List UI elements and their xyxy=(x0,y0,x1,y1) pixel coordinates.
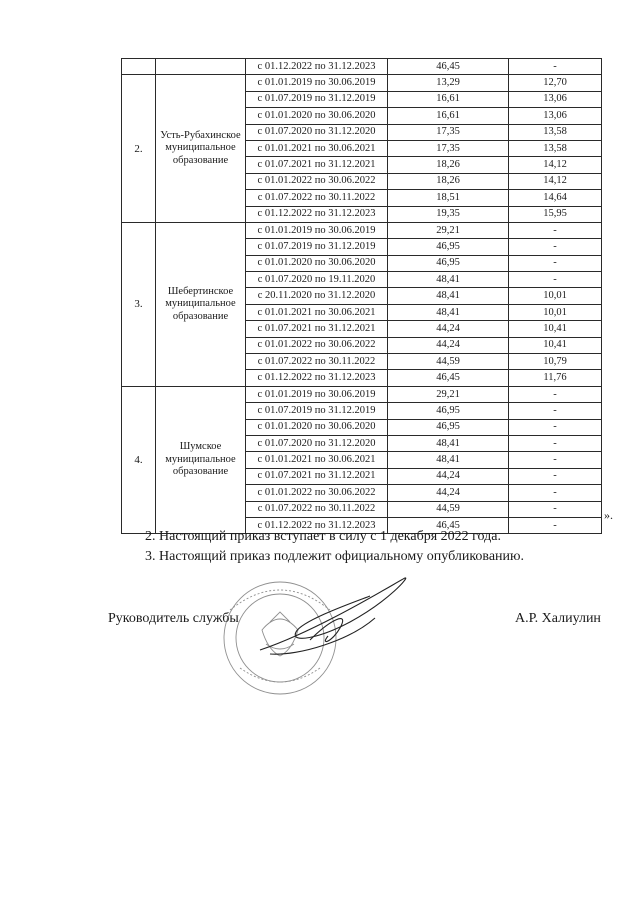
period-cell: с 01.12.2022 по 31.12.2023 xyxy=(246,206,388,222)
tariff-2-cell: - xyxy=(509,222,602,238)
tariff-1-cell: 18,26 xyxy=(388,173,509,189)
period-cell: с 01.07.2020 по 19.11.2020 xyxy=(246,272,388,288)
tariff-2-cell: - xyxy=(509,239,602,255)
tariff-2-cell: - xyxy=(509,435,602,451)
period-cell: с 01.01.2021 по 30.06.2021 xyxy=(246,452,388,468)
tariff-2-cell: - xyxy=(509,517,602,533)
period-cell: с 01.07.2019 по 31.12.2019 xyxy=(246,239,388,255)
row-number-cell: 4. xyxy=(122,386,156,534)
table-row xyxy=(122,75,602,91)
tariff-2-cell: 14,12 xyxy=(509,173,602,189)
tariff-2-cell: - xyxy=(509,501,602,517)
tariff-1-cell: 48,41 xyxy=(388,452,509,468)
signatory-role: Руководитель службы xyxy=(108,611,239,626)
tariff-2-cell: 15,95 xyxy=(509,206,602,222)
tariff-2-cell: 10,41 xyxy=(509,337,602,353)
tariff-2-cell: 10,41 xyxy=(509,321,602,337)
tariff-1-cell: 18,26 xyxy=(388,157,509,173)
tariff-1-cell: 46,95 xyxy=(388,239,509,255)
official-seal-icon xyxy=(224,582,336,694)
tariff-table xyxy=(121,58,602,534)
period-cell: с 01.12.2022 по 31.12.2023 xyxy=(246,59,388,75)
tariff-1-cell: 48,41 xyxy=(388,288,509,304)
tariff-1-cell: 46,45 xyxy=(388,517,509,533)
period-cell: с 01.07.2021 по 31.12.2021 xyxy=(246,468,388,484)
period-cell: с 01.01.2020 по 30.06.2020 xyxy=(246,255,388,271)
period-cell: с 01.01.2019 по 30.06.2019 xyxy=(246,386,388,402)
period-cell: с 01.01.2021 по 30.06.2021 xyxy=(246,304,388,320)
tariff-1-cell: 46,95 xyxy=(388,419,509,435)
tariff-1-cell: 44,24 xyxy=(388,337,509,353)
row-number-cell: 2. xyxy=(122,75,156,223)
tariff-1-cell: 44,24 xyxy=(388,468,509,484)
tariff-1-cell: 44,24 xyxy=(388,321,509,337)
tariff-2-cell: 12,70 xyxy=(509,75,602,91)
tariff-1-cell: 44,24 xyxy=(388,485,509,501)
period-cell: с 01.12.2022 по 31.12.2023 xyxy=(246,517,388,533)
period-cell: с 01.07.2019 по 31.12.2019 xyxy=(246,403,388,419)
period-cell: с 20.11.2020 по 31.12.2020 xyxy=(246,288,388,304)
signatory-name: А.Р. Халиулин xyxy=(515,611,601,626)
period-cell: с 01.07.2022 по 30.11.2022 xyxy=(246,190,388,206)
period-cell: с 01.07.2022 по 30.11.2022 xyxy=(246,501,388,517)
tariff-1-cell: 48,41 xyxy=(388,272,509,288)
period-cell: с 01.01.2022 по 30.06.2022 xyxy=(246,485,388,501)
tariff-2-cell: 13,06 xyxy=(509,108,602,124)
tariff-2-cell: 10,01 xyxy=(509,304,602,320)
tariff-1-cell: 46,45 xyxy=(388,59,509,75)
tariff-1-cell: 29,21 xyxy=(388,386,509,402)
paragraph-publication: 3. Настоящий приказ подлежит официальному опубликованию. xyxy=(145,549,524,564)
period-cell: с 01.01.2021 по 30.06.2021 xyxy=(246,140,388,156)
period-cell: с 01.01.2019 по 30.06.2019 xyxy=(246,222,388,238)
tariff-1-cell: 17,35 xyxy=(388,124,509,140)
tariff-2-cell: 10,79 xyxy=(509,354,602,370)
municipality-name-cell: Шебертинское муниципальное образование xyxy=(156,222,246,386)
tariff-2-cell: 10,01 xyxy=(509,288,602,304)
period-cell: с 01.01.2020 по 30.06.2020 xyxy=(246,108,388,124)
tariff-2-cell: - xyxy=(509,255,602,271)
tariff-2-cell: - xyxy=(509,272,602,288)
tariff-1-cell: 13,29 xyxy=(388,75,509,91)
closing-quote-mark: ». xyxy=(604,508,613,522)
period-cell: с 01.07.2021 по 31.12.2021 xyxy=(246,157,388,173)
tariff-1-cell: 17,35 xyxy=(388,140,509,156)
tariff-1-cell: 48,41 xyxy=(388,435,509,451)
tariff-1-cell: 16,61 xyxy=(388,108,509,124)
period-cell: с 01.01.2020 по 30.06.2020 xyxy=(246,419,388,435)
tariff-2-cell: 14,64 xyxy=(509,190,602,206)
tariff-2-cell: 14,12 xyxy=(509,157,602,173)
tariff-2-cell: 11,76 xyxy=(509,370,602,386)
municipality-name-cell xyxy=(156,59,246,75)
tariff-2-cell: - xyxy=(509,386,602,402)
table-row xyxy=(122,386,602,402)
tariff-2-cell: - xyxy=(509,468,602,484)
table-row xyxy=(122,222,602,238)
paragraph-effective-date: 2. Настоящий приказ вступает в силу с 1 декабря 2022 года. xyxy=(145,529,501,544)
tariff-2-cell: - xyxy=(509,403,602,419)
tariff-2-cell: - xyxy=(509,59,602,75)
tariff-1-cell: 46,45 xyxy=(388,370,509,386)
tariff-2-cell: - xyxy=(509,452,602,468)
period-cell: с 01.07.2020 по 31.12.2020 xyxy=(246,435,388,451)
tariff-1-cell: 18,51 xyxy=(388,190,509,206)
period-cell: с 01.01.2019 по 30.06.2019 xyxy=(246,75,388,91)
row-number-cell: 3. xyxy=(122,222,156,386)
tariff-1-cell: 48,41 xyxy=(388,304,509,320)
tariff-1-cell: 44,59 xyxy=(388,501,509,517)
period-cell: с 01.07.2019 по 31.12.2019 xyxy=(246,91,388,107)
period-cell: с 01.07.2022 по 30.11.2022 xyxy=(246,354,388,370)
tariff-1-cell: 16,61 xyxy=(388,91,509,107)
tariff-2-cell: - xyxy=(509,485,602,501)
tariff-1-cell: 46,95 xyxy=(388,255,509,271)
period-cell: с 01.01.2022 по 30.06.2022 xyxy=(246,337,388,353)
row-number-cell xyxy=(122,59,156,75)
period-cell: с 01.12.2022 по 31.12.2023 xyxy=(246,370,388,386)
tariff-2-cell: 13,58 xyxy=(509,124,602,140)
tariff-1-cell: 29,21 xyxy=(388,222,509,238)
tariff-1-cell: 44,59 xyxy=(388,354,509,370)
period-cell: с 01.07.2021 по 31.12.2021 xyxy=(246,321,388,337)
municipality-name-cell: Шумское муниципальное образование xyxy=(156,386,246,534)
tariff-1-cell: 46,95 xyxy=(388,403,509,419)
official-stamp-and-signature xyxy=(200,570,410,710)
tariff-table-body xyxy=(122,59,602,534)
handwritten-signature-icon xyxy=(260,578,406,654)
tariff-2-cell: 13,06 xyxy=(509,91,602,107)
tariff-1-cell: 19,35 xyxy=(388,206,509,222)
municipality-name-cell: Усть-Рубахинское муниципальное образование xyxy=(156,75,246,223)
tariff-2-cell: 13,58 xyxy=(509,140,602,156)
table-row xyxy=(122,59,602,75)
period-cell: с 01.07.2020 по 31.12.2020 xyxy=(246,124,388,140)
tariff-2-cell: - xyxy=(509,419,602,435)
period-cell: с 01.01.2022 по 30.06.2022 xyxy=(246,173,388,189)
